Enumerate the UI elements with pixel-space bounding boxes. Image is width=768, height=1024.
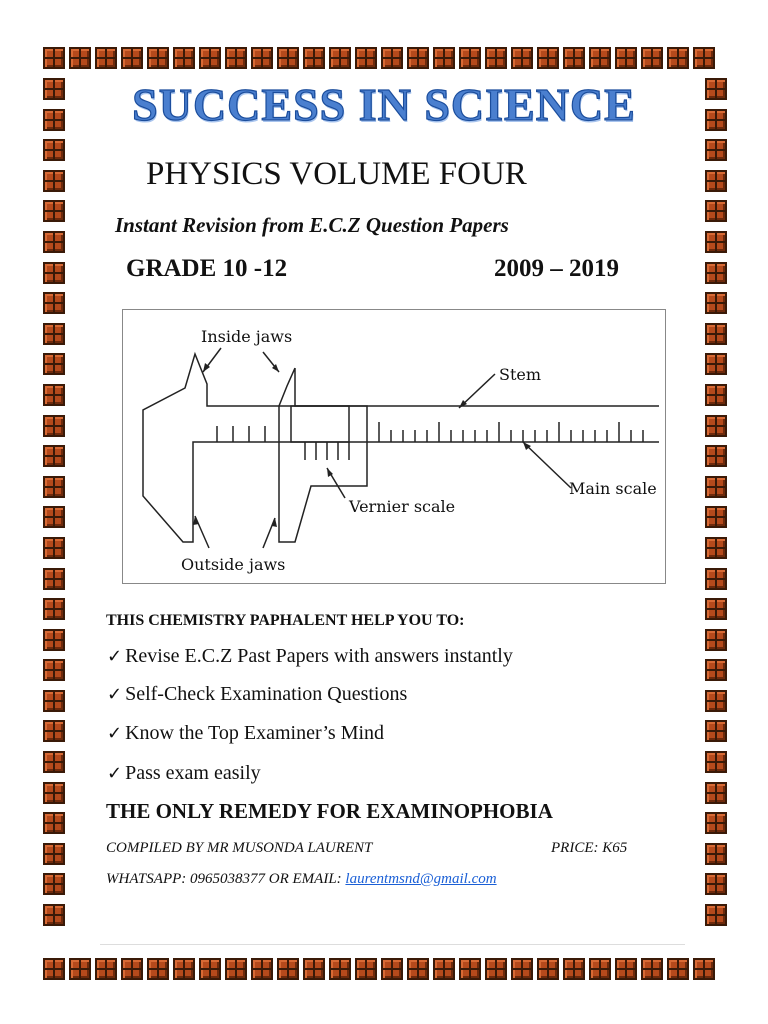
crate-icon xyxy=(173,47,195,69)
crate-icon xyxy=(43,598,65,620)
crate-icon xyxy=(459,958,481,980)
crate-icon xyxy=(407,958,429,980)
crate-icon xyxy=(705,445,727,467)
crate-icon xyxy=(511,958,533,980)
border-right xyxy=(705,78,727,926)
crate-icon xyxy=(43,47,65,69)
benefit-text: Know the Top Examiner’s Mind xyxy=(125,722,385,744)
crate-icon xyxy=(641,47,663,69)
crate-icon xyxy=(433,47,455,69)
crate-icon xyxy=(251,958,273,980)
crate-icon xyxy=(563,47,585,69)
contact-line xyxy=(106,871,497,888)
crate-icon xyxy=(705,537,727,559)
crate-icon xyxy=(705,873,727,895)
crate-icon xyxy=(43,782,65,804)
crate-icon xyxy=(69,47,91,69)
crate-icon xyxy=(173,958,195,980)
border-top xyxy=(43,47,715,69)
crate-icon xyxy=(705,812,727,834)
crate-icon xyxy=(95,47,117,69)
crate-icon xyxy=(693,958,715,980)
crate-icon xyxy=(43,231,65,253)
crate-icon xyxy=(43,262,65,284)
crate-icon xyxy=(43,958,65,980)
crate-icon xyxy=(43,323,65,345)
grade-range: GRADE 10 -12 xyxy=(126,255,288,282)
remedy-slogan: THE ONLY REMEDY FOR EXAMINOPHOBIA xyxy=(106,799,553,823)
crate-icon xyxy=(705,200,727,222)
crate-icon xyxy=(705,231,727,253)
arrow-main-scale xyxy=(523,442,571,488)
crate-icon xyxy=(589,47,611,69)
crate-icon xyxy=(251,47,273,69)
crate-icon xyxy=(121,958,143,980)
crate-icon xyxy=(43,353,65,375)
crate-icon xyxy=(705,384,727,406)
crate-icon xyxy=(199,47,221,69)
crate-icon xyxy=(147,47,169,69)
benefit-item xyxy=(107,762,261,785)
crate-icon xyxy=(407,47,429,69)
crate-icon xyxy=(43,384,65,406)
crate-icon xyxy=(705,170,727,192)
crate-icon xyxy=(705,353,727,375)
label-inside-jaws: Inside jaws xyxy=(201,327,293,346)
crate-icon xyxy=(199,958,221,980)
benefit-text: Pass exam easily xyxy=(125,762,261,784)
crate-icon xyxy=(459,47,481,69)
cover-title: SUCCESS IN SCIENCE xyxy=(132,79,636,130)
divider xyxy=(100,944,685,945)
label-outside-jaws: Outside jaws xyxy=(181,555,286,574)
crate-icon xyxy=(277,47,299,69)
crate-icon xyxy=(705,568,727,590)
crate-icon xyxy=(511,47,533,69)
crate-icon xyxy=(43,139,65,161)
crate-icon xyxy=(43,170,65,192)
crate-icon xyxy=(667,47,689,69)
email-link[interactable]: laurentmsnd@gmail.com xyxy=(345,871,497,887)
crate-icon xyxy=(225,47,247,69)
border-left xyxy=(43,78,65,926)
crate-icon xyxy=(43,292,65,314)
crate-icon xyxy=(43,690,65,712)
crate-icon xyxy=(705,415,727,437)
crate-icon xyxy=(121,47,143,69)
crate-icon xyxy=(147,958,169,980)
benefit-item xyxy=(107,645,513,668)
crate-icon xyxy=(43,629,65,651)
crate-icon xyxy=(43,873,65,895)
label-stem: Stem xyxy=(499,365,542,384)
crate-icon xyxy=(43,843,65,865)
crate-icon xyxy=(705,292,727,314)
year-range: 2009 – 2019 xyxy=(494,255,619,282)
crate-icon xyxy=(43,904,65,926)
crate-icon xyxy=(705,476,727,498)
crate-icon xyxy=(329,958,351,980)
check-icon: ✓ xyxy=(107,763,123,784)
crate-icon xyxy=(705,843,727,865)
crate-icon xyxy=(95,958,117,980)
vernier-caliper-figure xyxy=(122,309,666,584)
crate-icon xyxy=(705,629,727,651)
crate-icon xyxy=(43,506,65,528)
crate-icon xyxy=(43,720,65,742)
crate-icon xyxy=(615,47,637,69)
benefit-item xyxy=(107,683,407,706)
crate-icon xyxy=(43,568,65,590)
crate-icon xyxy=(43,415,65,437)
crate-icon xyxy=(705,506,727,528)
crate-icon xyxy=(693,47,715,69)
vernier-scale-ticks xyxy=(305,442,349,460)
crate-icon xyxy=(589,958,611,980)
price-label: PRICE: K65 xyxy=(551,840,628,856)
check-icon: ✓ xyxy=(107,684,123,705)
benefit-text: Revise E.C.Z Past Papers with answers instantly xyxy=(125,645,513,667)
label-main-scale: Main scale xyxy=(569,479,657,498)
crate-icon xyxy=(537,958,559,980)
benefit-text: Self-Check Examination Questions xyxy=(125,683,408,705)
crate-icon xyxy=(303,958,325,980)
crate-icon xyxy=(381,47,403,69)
crate-icon xyxy=(381,958,403,980)
crate-icon xyxy=(705,690,727,712)
compiled-by: COMPILED BY MR MUSONDA LAURENT xyxy=(106,840,373,856)
crate-icon xyxy=(43,751,65,773)
crate-icon xyxy=(43,812,65,834)
crate-icon xyxy=(69,958,91,980)
arrow-outside-jaw-right xyxy=(263,518,275,548)
crate-icon xyxy=(667,958,689,980)
crate-icon xyxy=(705,904,727,926)
crate-icon xyxy=(433,958,455,980)
crate-icon xyxy=(329,47,351,69)
benefit-item xyxy=(107,722,384,745)
crate-icon xyxy=(43,537,65,559)
crate-icon xyxy=(615,958,637,980)
crate-icon xyxy=(277,958,299,980)
crate-icon xyxy=(641,958,663,980)
crate-icon xyxy=(705,751,727,773)
crate-icon xyxy=(485,47,507,69)
crate-icon xyxy=(537,47,559,69)
cover-subtitle: PHYSICS VOLUME FOUR xyxy=(146,156,527,192)
crate-icon xyxy=(43,200,65,222)
vernier-window xyxy=(291,406,349,442)
crate-icon xyxy=(355,47,377,69)
crate-icon xyxy=(705,139,727,161)
check-icon: ✓ xyxy=(107,646,123,667)
crate-icon xyxy=(563,958,585,980)
crate-icon xyxy=(43,476,65,498)
contact-prefix: WHATSAPP: 0965038377 OR EMAIL: xyxy=(106,871,346,887)
crate-icon xyxy=(225,958,247,980)
crate-icon xyxy=(355,958,377,980)
cover-tagline: Instant Revision from E.C.Z Question Papers xyxy=(115,213,509,237)
crate-icon xyxy=(705,598,727,620)
crate-icon xyxy=(705,659,727,681)
crate-icon xyxy=(485,958,507,980)
crate-icon xyxy=(705,262,727,284)
crate-icon xyxy=(705,323,727,345)
main-scale-ticks xyxy=(217,422,643,442)
crate-icon xyxy=(705,782,727,804)
border-bottom xyxy=(43,958,715,980)
check-icon: ✓ xyxy=(107,723,123,744)
crate-icon xyxy=(303,47,325,69)
label-vernier-scale: Vernier scale xyxy=(349,497,456,516)
crate-icon xyxy=(43,659,65,681)
crate-icon xyxy=(43,445,65,467)
crate-icon xyxy=(705,720,727,742)
benefits-intro: THIS CHEMISTRY PAPHALENT HELP YOU TO: xyxy=(106,612,465,629)
